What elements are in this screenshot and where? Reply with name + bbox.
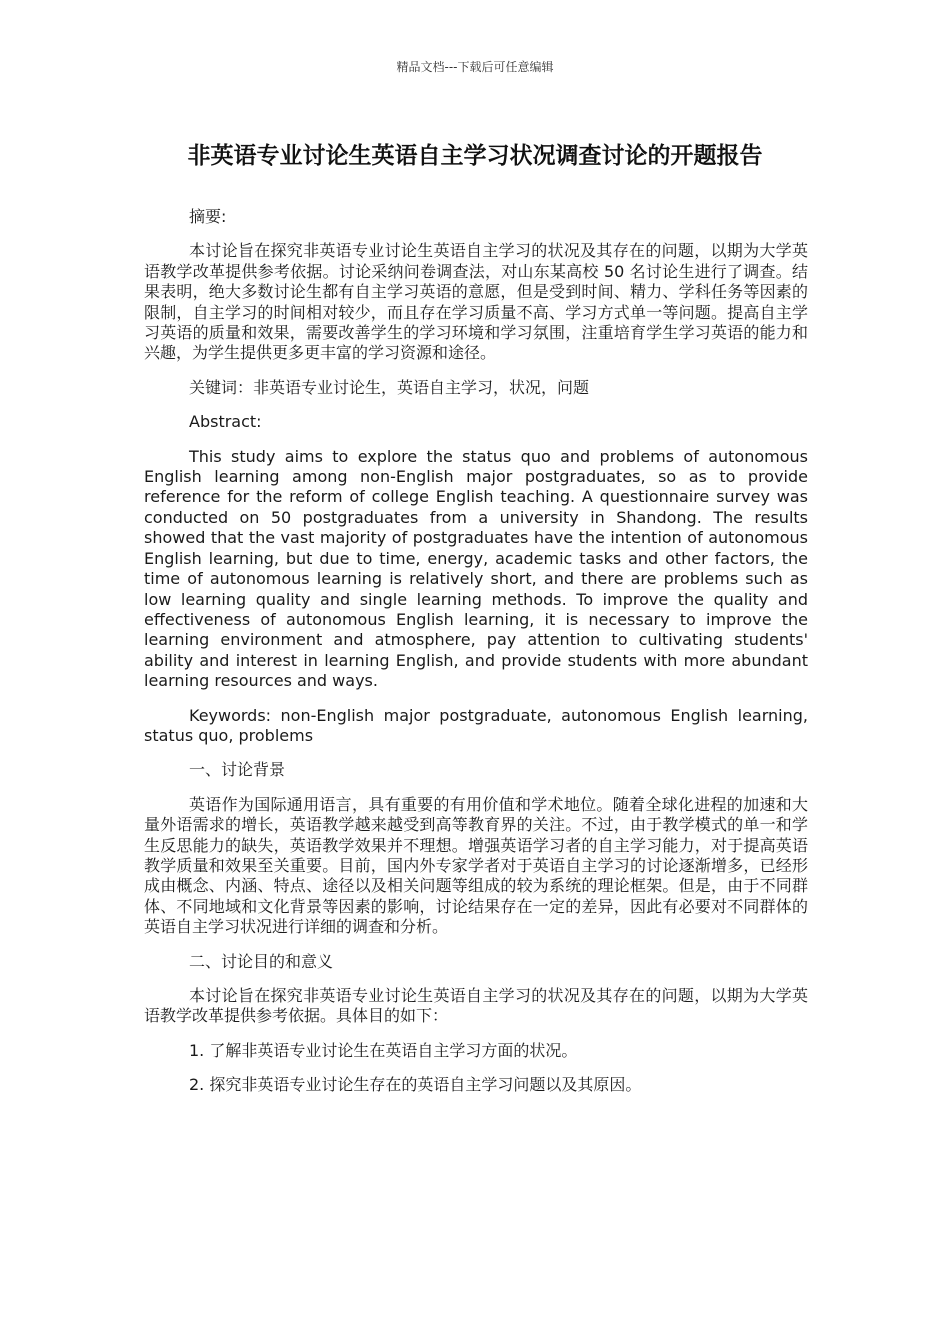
abstract-heading-en: Abstract: (189, 412, 262, 432)
abstract-body-cn: 本讨论旨在探究非英语专业讨论生英语自主学习的状况及其存在的问题，以期为大学英语教学改革提供参考依据。讨论采纳问卷调查法，对山东某高校 50 名讨论生进行了调查。结果表明，绝大多数讨论生都有自主学习英语的意愿，但是受到时间、精力、学科任务等因素的限制，自主学习的时间相对较少，而且存在学习质量不高、学习方式单一等问题。提高自主学习英语的质量和效果，需要改善学生的学习环境和学习氛围，注重培育学生学习英语的能力和兴趣，为学生提供更多更丰富的学习资源和途径。 (144, 241, 808, 363)
abstract-heading-cn: 摘要: (189, 207, 227, 226)
section-body-purpose: 本讨论旨在探究非英语专业讨论生英语自主学习的状况及其存在的问题，以期为大学英语教学改革提供参考依据。具体目的如下： (144, 986, 808, 1026)
list-item: 1. 了解非英语专业讨论生在英语自主学习方面的状况。 (189, 1040, 578, 1060)
keywords-en: Keywords: non-English major postgraduate, autonomous English learning, status quo, problems (144, 705, 808, 745)
header-note: 精品文档---下载后可任意编辑 (396, 60, 554, 74)
list-item: 2. 探究非英语专业讨论生存在的英语自主学习问题以及其原因。 (189, 1075, 642, 1095)
abstract-body-en: This study aims to explore the status quo and problems of autonomous English learning among non-English major postgraduates, so as to provide reference for the reform of college English teaching. A questionnaire survey was conducted on 50 postgraduates from a university in Shandong. The results showed that the vast majority of postgraduates have the intention of autonomous English learning, but due to time, energy, academic tasks and other factors, the time of autonomous learning is relatively short, and there are problems such as low learning quality and single learning methods. To improve the quality and effectiveness of autonomous English learning, it is necessary to improve the learning environment and atmosphere, pay attention to cultivating students' ability and interest in learning English, and provide students with more abundant learning resources and ways. (144, 446, 808, 691)
section-heading-background: 一、讨论背景 (189, 760, 286, 780)
section-body-background: 英语作为国际通用语言，具有重要的有用价值和学术地位。随着全球化进程的加速和大量外语需求的增长，英语教学越来越受到高等教育界的关注。不过，由于教学模式的单一和学生反思能力的缺失，英语教学效果并不理想。增强英语学习者的自主学习能力，对于提高英语教学质量和效果至关重要。目前，国内外专家学者对于英语自主学习的讨论逐渐增多，已经形成由概念、内涵、特点、途径以及相关问题等组成的较为系统的理论框架。但是，由于不同群体、不同地域和文化背景等因素的影响，讨论结果存在一定的差异，因此有必要对不同群体的英语自主学习状况进行详细的调查和分析。 (144, 794, 808, 937)
document-title: 非英语专业讨论生英语自主学习状况调查讨论的开题报告 (187, 143, 763, 169)
keywords-cn: 关键词：非英语专业讨论生，英语自主学习，状况，问题 (189, 377, 590, 397)
document-body (144, 207, 808, 1110)
section-heading-purpose: 二、讨论目的和意义 (189, 951, 334, 971)
